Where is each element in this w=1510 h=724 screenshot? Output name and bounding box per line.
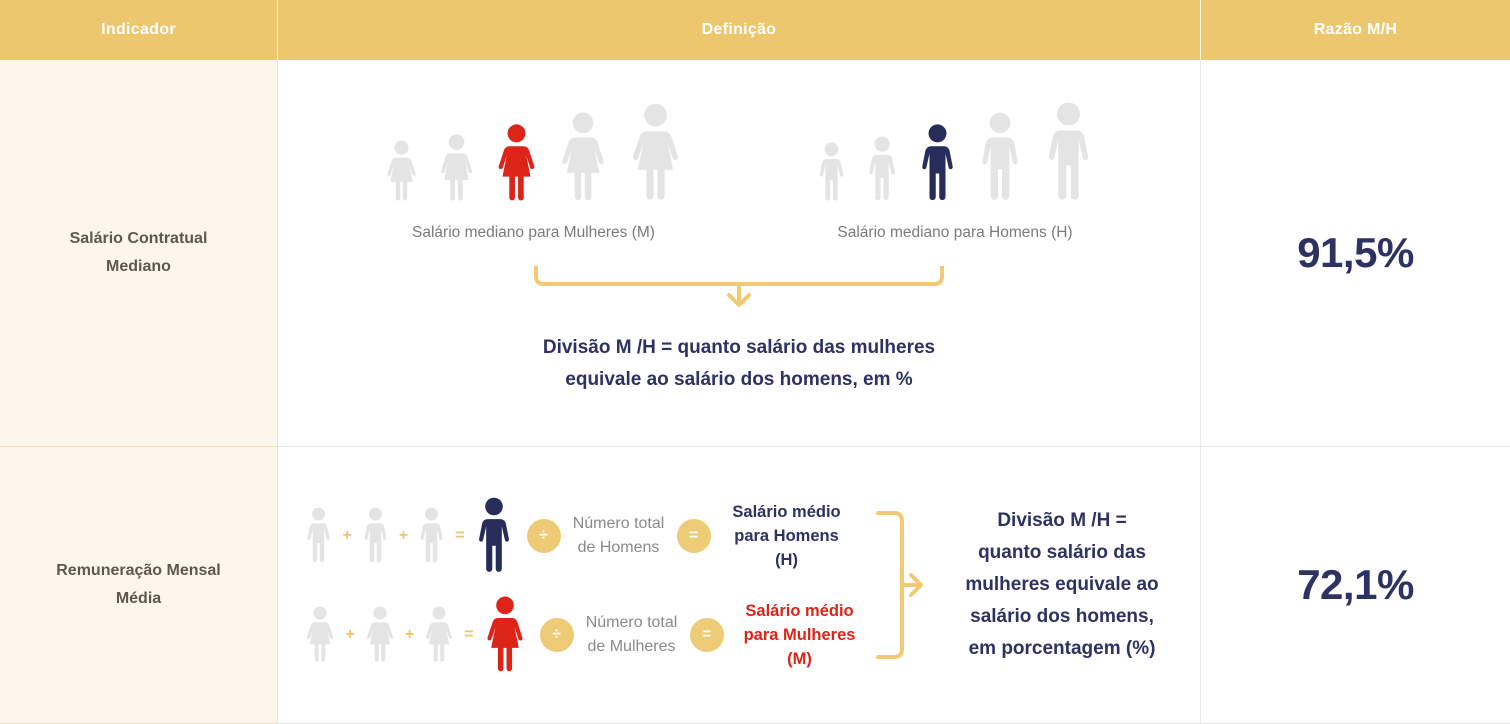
header-definicao-label: Definição	[701, 21, 777, 38]
person-male-icon	[416, 507, 447, 564]
division-formula-text	[543, 332, 935, 396]
women-average-result-text: Salário médio para Mulheres (M)	[743, 601, 856, 668]
ratio-value: 72,1%	[1297, 561, 1414, 608]
ratio-value: 91,5%	[1297, 229, 1414, 276]
women-denominator-text: Número total de Mulheres	[585, 613, 678, 655]
women-icons-row	[383, 102, 685, 202]
indicator-cell-salario-contratual	[0, 60, 278, 447]
men-caption: Salário mediano para Homens (H)	[837, 224, 1073, 241]
header-indicador	[0, 0, 278, 60]
person-male-icon	[360, 507, 391, 564]
person-male-highlight-icon	[916, 124, 959, 202]
men-sum-icons	[303, 497, 514, 574]
divide-circle-icon: ÷	[540, 618, 574, 652]
person-female-icon	[556, 112, 610, 202]
median-salary-groups	[383, 102, 1096, 242]
person-male-icon	[975, 112, 1025, 202]
person-female-total-icon	[482, 596, 528, 673]
formula-line-1: Divisão M /H =	[997, 510, 1127, 531]
equals-operator: =	[455, 526, 465, 544]
ratio-cell-row2	[1201, 447, 1510, 724]
equals-circle-icon: =	[677, 519, 711, 553]
person-female-highlight-icon	[493, 124, 540, 202]
person-female-icon	[626, 103, 685, 202]
person-female-icon	[436, 134, 477, 202]
divide-circle-icon: ÷	[527, 519, 561, 553]
definition-cell-row1	[278, 60, 1201, 447]
formula-line-3: mulheres equivale ao	[965, 574, 1159, 595]
women-caption: Salário mediano para Mulheres (M)	[412, 224, 655, 241]
equals-operator: =	[464, 625, 474, 643]
equals-circle-icon: =	[690, 618, 724, 652]
person-male-total-icon	[473, 497, 515, 574]
men-denominator-text: Número total de Homens	[572, 514, 665, 556]
header-razao	[1201, 0, 1510, 60]
definition-cell-row2	[278, 447, 1201, 724]
header-definicao	[278, 0, 1201, 60]
division-formula-text	[940, 505, 1185, 665]
formula-line-2: equivale ao salário dos homens, em %	[565, 369, 913, 390]
indicator-cell-remuneracao-media	[0, 447, 278, 724]
men-average-result-text: Salário médio para Homens (H)	[732, 502, 841, 569]
plus-operator: +	[345, 625, 355, 643]
person-female-icon	[363, 606, 397, 663]
women-sum-icons	[303, 596, 527, 673]
person-female-icon	[383, 140, 420, 202]
bracket-arrow-right-icon	[876, 510, 928, 660]
men-group	[815, 102, 1096, 242]
women-equation	[303, 596, 863, 673]
formula-line-1: Divisão M /H = quanto salário das mulheres	[542, 337, 936, 358]
plus-operator: +	[342, 526, 352, 544]
men-equation	[303, 497, 863, 574]
men-icons-row	[815, 102, 1096, 202]
indicator-label: Salário Contratual Mediano	[69, 230, 208, 275]
formula-line-4: salário dos homens,	[970, 606, 1154, 627]
formula-line-2: quanto salário das	[978, 542, 1146, 563]
women-group	[383, 102, 685, 242]
person-male-icon	[815, 142, 848, 202]
plus-operator: +	[404, 625, 415, 643]
person-female-icon	[303, 606, 337, 663]
person-male-icon	[1041, 102, 1096, 202]
person-female-icon	[422, 606, 456, 663]
person-male-icon	[864, 136, 900, 202]
header-indicador-label: Indicador	[101, 21, 176, 38]
plus-operator: +	[398, 526, 409, 544]
header-razao-label: Razão M/H	[1313, 21, 1398, 38]
ratio-cell-row1	[1201, 60, 1510, 447]
average-salary-equations	[303, 497, 863, 673]
indicator-label: Remuneração Mensal Média	[56, 562, 221, 607]
person-male-icon	[303, 507, 334, 564]
bracket-arrow-down-icon	[534, 266, 944, 316]
formula-line-5: em porcentagem (%)	[968, 638, 1156, 659]
